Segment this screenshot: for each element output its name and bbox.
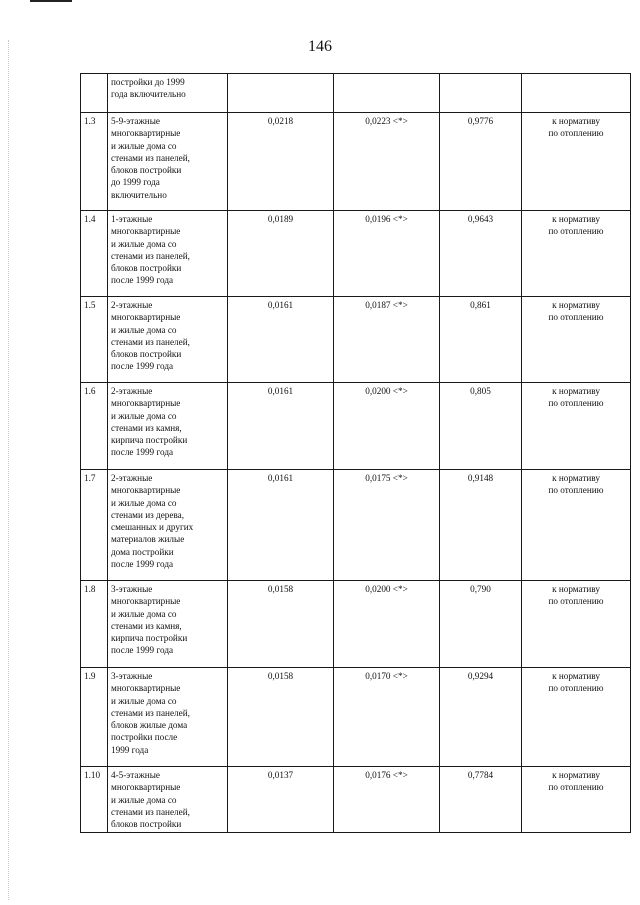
cell-note	[522, 297, 631, 383]
cell-note	[522, 211, 631, 297]
value-1: 0,0218	[267, 116, 294, 126]
cell-note	[522, 581, 631, 668]
description-line: и жилые дома со	[111, 608, 177, 619]
cell-number	[81, 767, 108, 833]
table-row	[81, 383, 631, 470]
cell-value-1	[228, 581, 334, 668]
description-line: блоков постройки	[111, 819, 182, 830]
cell-number	[81, 74, 108, 113]
cell-note	[522, 668, 631, 767]
value-1: 0,0158	[267, 671, 294, 681]
description-line: 2-этажные	[111, 386, 153, 396]
scan-edge-line	[8, 40, 9, 900]
cell-value-2	[334, 74, 440, 113]
description-line: до 1999 года	[111, 177, 160, 188]
description-line: многоквартирные	[111, 398, 181, 409]
value-2: 0,0200 <*>	[365, 584, 408, 594]
cell-description	[108, 668, 228, 767]
cell-value-1	[228, 211, 334, 297]
cell-value-2	[334, 668, 440, 767]
cell-description	[108, 767, 228, 833]
value-1: 0,0158	[267, 584, 294, 594]
note-line: к нормативу	[552, 386, 600, 396]
note-line: к нормативу	[552, 584, 600, 594]
description-line: многоквартирные	[111, 683, 181, 694]
note-line: по отоплению	[548, 226, 604, 237]
cell-value-3	[440, 297, 522, 383]
value-1: 0,0137	[267, 770, 294, 780]
description-line: года включительно	[111, 89, 186, 100]
description-line: постройки до 1999	[111, 77, 185, 87]
cell-number	[81, 383, 108, 470]
value-1: 0,0161	[267, 473, 294, 483]
cell-value-1	[228, 383, 334, 470]
note-line: по отоплению	[548, 485, 604, 496]
cell-number	[81, 297, 108, 383]
description-line: стенами из камня,	[111, 422, 182, 433]
row-number: 1.10	[84, 770, 101, 780]
description-line: стенами из панелей,	[111, 336, 190, 347]
description-line: кирпича постройки	[111, 435, 188, 446]
description-line: 5-9-этажные	[111, 116, 160, 126]
description-line: материалов жилые	[111, 534, 185, 545]
note-line: к нормативу	[552, 473, 600, 483]
description-line: 2-этажные	[111, 473, 153, 483]
value-2: 0,0196 <*>	[365, 214, 408, 224]
description-line: стенами из панелей,	[111, 806, 190, 817]
description-line: кирпича постройки	[111, 633, 188, 644]
description-line: стенами из камня,	[111, 620, 182, 631]
scan-corner-mark	[30, 0, 72, 2]
value-2: 0,0170 <*>	[365, 671, 408, 681]
note-line: по отоплению	[548, 398, 604, 409]
description-line: и жилые дома со	[111, 497, 177, 508]
value-3: 0,805	[470, 386, 491, 396]
row-number: 1.7	[84, 473, 96, 483]
description-line: 1999 года	[111, 744, 149, 755]
cell-description	[108, 383, 228, 470]
description-line: после 1999 года	[111, 447, 174, 458]
table-row	[81, 211, 631, 297]
cell-value-2	[334, 470, 440, 581]
cell-value-2	[334, 297, 440, 383]
value-2: 0,0187 <*>	[365, 300, 408, 310]
row-number: 1.9	[84, 671, 96, 681]
description-line: и жилые дома со	[111, 140, 177, 151]
cell-value-1	[228, 297, 334, 383]
cell-number	[81, 581, 108, 668]
value-3: 0,7784	[467, 770, 494, 780]
cell-note	[522, 74, 631, 113]
tariff-table	[80, 73, 631, 833]
row-number: 1.5	[84, 300, 96, 310]
cell-value-3	[440, 581, 522, 668]
note-line: по отоплению	[548, 312, 604, 323]
table-row	[81, 767, 631, 833]
cell-number	[81, 470, 108, 581]
cell-value-3	[440, 767, 522, 833]
description-line: многоквартирные	[111, 128, 181, 139]
description-line: после 1999 года	[111, 559, 174, 570]
table-row	[81, 668, 631, 767]
description-line: после 1999 года	[111, 645, 174, 656]
cell-value-1	[228, 470, 334, 581]
cell-description	[108, 74, 228, 113]
note-line: к нормативу	[552, 214, 600, 224]
description-line: постройки после	[111, 732, 178, 743]
cell-description	[108, 297, 228, 383]
description-line: стенами из панелей,	[111, 707, 190, 718]
description-line: смешанных и других	[111, 522, 194, 533]
row-number: 1.3	[84, 116, 96, 126]
description-line: 3-этажные	[111, 584, 153, 594]
value-3: 0,9643	[467, 214, 494, 224]
cell-number	[81, 211, 108, 297]
value-2: 0,0175 <*>	[365, 473, 408, 483]
description-line: после 1999 года	[111, 275, 174, 286]
value-1: 0,0161	[267, 386, 294, 396]
value-2: 0,0176 <*>	[365, 770, 408, 780]
value-2: 0,0223 <*>	[365, 116, 408, 126]
table-row	[81, 297, 631, 383]
value-3: 0,9776	[467, 116, 494, 126]
cell-value-1	[228, 74, 334, 113]
description-line: и жилые дома со	[111, 695, 177, 706]
table-row	[81, 470, 631, 581]
cell-value-2	[334, 211, 440, 297]
value-1: 0,0189	[267, 214, 294, 224]
description-line: 1-этажные	[111, 214, 153, 224]
note-line: к нормативу	[552, 770, 600, 780]
note-line: по отоплению	[548, 683, 604, 694]
description-line: дома постройки	[111, 546, 174, 557]
note-line: к нормативу	[552, 116, 600, 126]
table-row	[81, 113, 631, 211]
note-line: к нормативу	[552, 671, 600, 681]
description-line: стенами из дерева,	[111, 509, 185, 520]
cell-value-3	[440, 668, 522, 767]
description-line: стенами из панелей,	[111, 152, 190, 163]
description-line: многоквартирные	[111, 596, 181, 607]
description-line: после 1999 года	[111, 361, 174, 372]
cell-value-2	[334, 383, 440, 470]
note-line: по отоплению	[548, 596, 604, 607]
description-line: блоков постройки	[111, 165, 182, 176]
value-3: 0,9294	[467, 671, 494, 681]
description-line: многоквартирные	[111, 226, 181, 237]
note-line: по отоплению	[548, 128, 604, 139]
cell-value-1	[228, 113, 334, 211]
cell-value-3	[440, 74, 522, 113]
note-line: к нормативу	[552, 300, 600, 310]
row-number: 1.8	[84, 584, 96, 594]
description-line: включительно	[111, 189, 167, 200]
description-line: многоквартирные	[111, 485, 181, 496]
value-1: 0,0161	[267, 300, 294, 310]
description-line: блоков постройки	[111, 263, 182, 274]
description-line: и жилые дома со	[111, 794, 177, 805]
cell-note	[522, 470, 631, 581]
value-2: 0,0200 <*>	[365, 386, 408, 396]
description-line: многоквартирные	[111, 782, 181, 793]
table-row-continuation	[81, 74, 631, 113]
cell-number	[81, 113, 108, 211]
table-body	[81, 74, 631, 833]
value-3: 0,790	[470, 584, 491, 594]
description-line: 3-этажные	[111, 671, 153, 681]
cell-description	[108, 211, 228, 297]
cell-description	[108, 581, 228, 668]
cell-value-3	[440, 211, 522, 297]
value-3: 0,9148	[467, 473, 494, 483]
note-line: по отоплению	[548, 782, 604, 793]
cell-note	[522, 113, 631, 211]
page-number: 146	[308, 38, 332, 55]
description-line: блоков жилые дома	[111, 720, 188, 731]
cell-value-3	[440, 383, 522, 470]
cell-description	[108, 113, 228, 211]
cell-note	[522, 383, 631, 470]
description-line: 2-этажные	[111, 300, 153, 310]
description-line: 4-5-этажные	[111, 770, 160, 780]
description-line: стенами из панелей,	[111, 250, 190, 261]
description-line: и жилые дома со	[111, 238, 177, 249]
cell-value-2	[334, 113, 440, 211]
row-number: 1.6	[84, 386, 96, 396]
cell-value-3	[440, 470, 522, 581]
cell-value-1	[228, 668, 334, 767]
cell-value-2	[334, 581, 440, 668]
cell-number	[81, 668, 108, 767]
cell-value-2	[334, 767, 440, 833]
cell-value-3	[440, 113, 522, 211]
description-line: и жилые дома со	[111, 324, 177, 335]
description-line: блоков постройки	[111, 349, 182, 360]
cell-description	[108, 470, 228, 581]
description-line: и жилые дома со	[111, 410, 177, 421]
table-row	[81, 581, 631, 668]
cell-note	[522, 767, 631, 833]
description-line: многоквартирные	[111, 312, 181, 323]
cell-value-1	[228, 767, 334, 833]
row-number: 1.4	[84, 214, 96, 224]
value-3: 0,861	[470, 300, 491, 310]
